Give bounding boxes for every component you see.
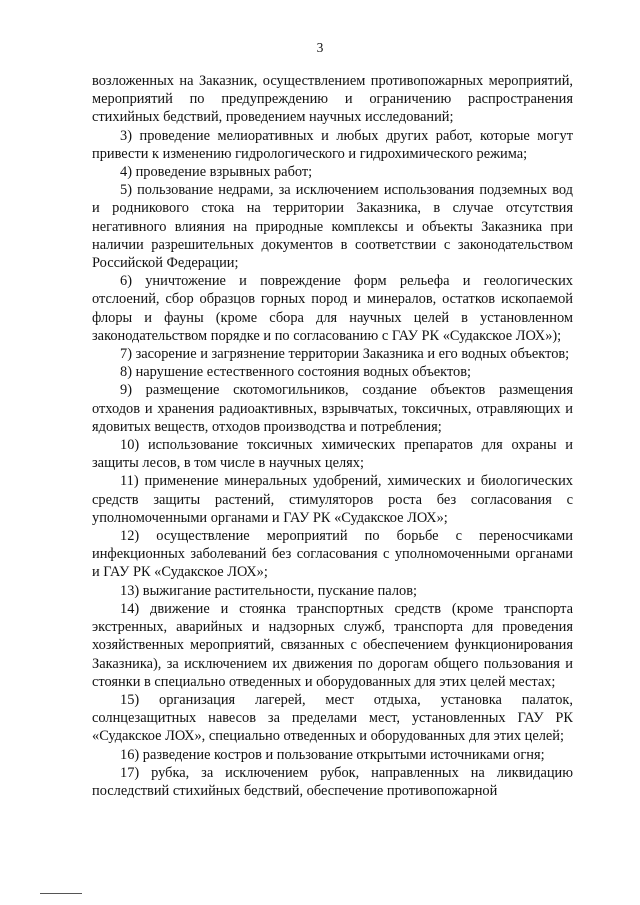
list-item-3: 3) проведение мелиоративных и любых других работ, которые могут привести к изменению гидрологического и гидрохимического режима; — [92, 127, 573, 162]
list-item-12: 12) осуществление мероприятий по борьбе с переносчиками инфекционных заболеваний без согласования с уполномоченными органами и ГАУ РК «Судакское ЛОХ»; — [92, 528, 573, 581]
footer-divider — [40, 893, 82, 894]
list-item-15: 15) организация лагерей, мест отдыха, установка палаток, солнцезащитных навесов за пределами мест, установленных ГАУ РК «Судакское ЛОХ», специально отведенных и оборудованных для этих целей; — [92, 691, 573, 745]
list-item-9: 9) размещение скотомогильников, создание объектов размещения отходов и хранения радиоактивных, взрывчатых, токсичных, отравляющих и ядовитых веществ, отходов производства и потребления; — [92, 382, 573, 435]
page-number: 3 — [316, 40, 324, 55]
list-item-16: 16) разведение костров и пользование открытыми источниками огня; — [120, 746, 545, 763]
list-item-4: 4) проведение взрывных работ; — [120, 164, 313, 181]
list-item-13: 13) выжигание растительности, пускание палов; — [120, 582, 417, 599]
list-item-5: 5) пользование недрами, за исключением использования подземных вод и родникового стока на территории Заказника, в случае отсутствия негативного влияния на природные комплексы и объекты Заказника при наличии разрешительных документов в соответствии с законодательством Российской Федерации; — [92, 182, 573, 272]
list-item-8: 8) нарушение естественного состояния водных объектов; — [120, 364, 472, 381]
list-item-6: 6) уничтожение и повреждение форм рельефа и геологических отслоений, сбор образцов горных пород и минералов, остатков ископаемой флоры и фауны (кроме сбора для научных целей в установленном законодательством порядке и по согласованию с ГАУ РК «Судакское ЛОХ»); — [92, 273, 573, 344]
paragraph-continuation: возложенных на Заказник, осуществлением противопожарных мероприятий, мероприятий по предупреждению и ограничению распространения стихийных бедствий, проведением научных исследований; — [92, 73, 573, 126]
list-item-14: 14) движение и стоянка транспортных средств (кроме транспорта экстренных, аварийных и надзорных служб, транспорта для проведения хозяйственных мероприятий, связанных с обеспечением функционирования Заказника), за исключением их движения по дорогам общего пользования и стоянки в специально отведенных и оборудованных для этих целей местах; — [92, 600, 573, 690]
document-body — [92, 72, 573, 800]
list-item-7: 7) засорение и загрязнение территории Заказника и его водных объектов; — [120, 346, 570, 363]
list-item-11: 11) применение минеральных удобрений, химических и биологических средств защиты растений, стимуляторов роста без согласования с уполномоченными органами и ГАУ РК «Судакское ЛОХ»; — [92, 473, 573, 526]
list-item-10: 10) использование токсичных химических препаратов для охраны и защиты лесов, в том числе в научных целях; — [92, 437, 573, 472]
list-item-17: 17) рубка, за исключением рубок, направленных на ликвидацию последствий стихийных бедствий, обеспечение противопожарной — [92, 764, 573, 799]
